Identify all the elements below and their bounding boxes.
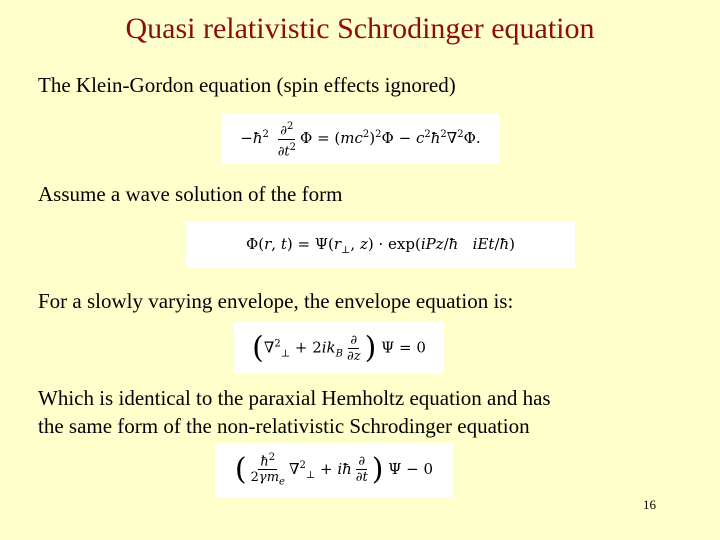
klein-gordon-equation <box>222 114 499 164</box>
envelope-intro-text: For a slowly varying envelope, the envelope equation is: <box>38 289 514 313</box>
wave-solution-intro-text: Assume a wave solution of the form <box>38 182 343 206</box>
envelope-equation <box>234 322 444 374</box>
schrodinger-equation <box>215 443 453 497</box>
wave-solution-equation <box>186 222 575 268</box>
page-number: 16 <box>643 497 656 512</box>
schrodinger-math: ( $\frac{ħ^2}{2\gamma m_e}$ ∇$^2_\perp$ + iħ $\frac{\partial}{\partial t}$ ) Ψ − 0 <box>234 451 434 488</box>
wave-solution-math: Φ(r, $t) = \Psi(r_\perp$, z) · exp(iPz/ħ iEt/ħ) <box>245 234 516 256</box>
hemholtz-text-line2: the same form of the non-relativistic Schrodinger equation <box>38 414 530 438</box>
envelope-math: ($\nabla^2_\perp + 2ik_B$ $\frac{\partial}{\partial z}$ ) Ψ = 0 <box>252 330 426 365</box>
klein-gordon-math: $-ħ^2$ $\frac{\partial^2}{\partial t^2}$ $\Phi = (mc^2)^2\Phi$ − $c^2ħ^2\nabla^2\Phi$. <box>240 121 481 159</box>
klein-gordon-intro-text: The Klein-Gordon equation (spin effects ignored) <box>38 73 456 97</box>
slide-title: Quasi relativistic Schrodinger equation <box>125 12 595 45</box>
hemholtz-text-line1: Which is identical to the paraxial Hemholtz equation and has <box>38 386 551 410</box>
